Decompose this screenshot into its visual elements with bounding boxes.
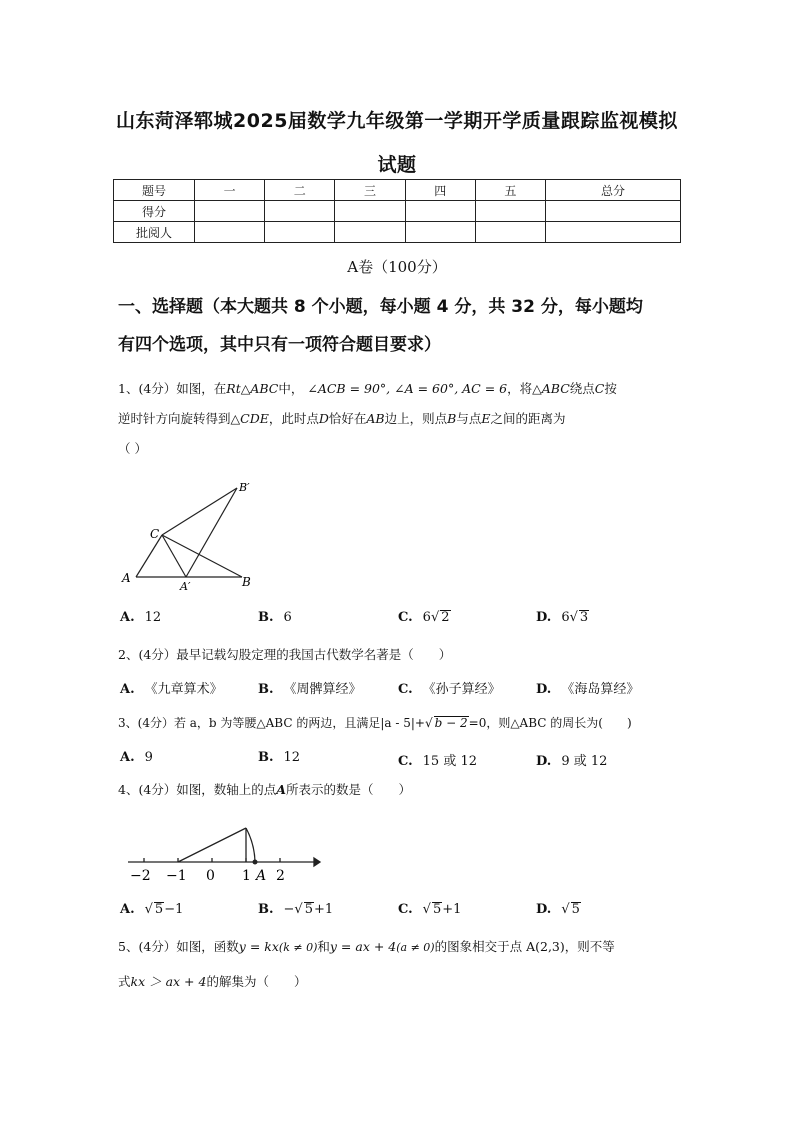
q4-option-a[interactable]: A. √ 5−1 (120, 902, 184, 917)
score-row (114, 201, 681, 222)
grader-cell[interactable] (475, 222, 545, 243)
q1-option-b[interactable]: B. 6 (258, 610, 292, 625)
grader-cell[interactable] (335, 222, 405, 243)
q2-option-d[interactable]: D. 《海岛算经》 (536, 682, 640, 697)
question-4: 4、(4分）如图，数轴上的点A所表示的数是（ ） (118, 782, 412, 797)
row-label: 批阅人 (114, 222, 195, 243)
score-table-header-row (114, 180, 681, 201)
q3-option-d[interactable]: D. 9 或 12 (536, 754, 608, 769)
label-B: B (242, 575, 251, 589)
q2-option-a[interactable]: A. 《九章算术》 (120, 682, 223, 697)
label-C: C (150, 527, 160, 541)
label-A-prime: A′ (180, 580, 191, 593)
section-heading-line1: 一、选择题（本大题共 8 个小题，每小题 4 分，共 32 分，每小题均 (118, 297, 643, 317)
segment-CB-prime (162, 488, 237, 535)
header-cell: 三 (335, 180, 405, 201)
header-cell: 五 (475, 180, 545, 201)
q2-option-b[interactable]: B. 《周髀算经》 (258, 682, 362, 697)
question-5 (118, 930, 678, 999)
score-cell[interactable] (195, 201, 265, 222)
q1-option-c[interactable]: C. 6√ 2 (398, 610, 450, 625)
q5-line1: 5、(4分）如图，函数y = kx(k ≠ 0)和y = ax + 4(a ≠ 0)的图象相交于点 A(2,3)，则不等 (118, 939, 615, 954)
q1-option-d[interactable]: D. 6√ 3 (536, 610, 589, 625)
segment-AC (136, 535, 162, 577)
q4-option-d[interactable]: D. √ 5 (536, 902, 580, 917)
q5-line2: 式kx ＞ ax + 4的解集为（ ） (118, 974, 307, 989)
segment-A-prime-B-prime (186, 488, 237, 577)
q1-option-a[interactable]: A. 12 (120, 610, 162, 625)
q3-option-b[interactable]: B. 12 (258, 750, 301, 765)
q4-number-line-figure (124, 808, 324, 886)
label-A: A (122, 571, 131, 585)
axis-label: −2 (130, 868, 151, 884)
header-cell: 题号 (114, 180, 195, 201)
axis-label-A: A (256, 868, 267, 884)
grader-cell[interactable] (265, 222, 335, 243)
header-cell: 一 (195, 180, 265, 201)
hypotenuse-line (178, 828, 246, 862)
question-3: 3、(4分）若 a，b 为等腰△ABC 的两边，且满足|a - 5|+√ b − 2=0，则△ABC 的周长为( ) (118, 716, 632, 730)
score-cell[interactable] (405, 201, 475, 222)
q1-line2: 逆时针方向旋转得到△CDE，此时点D恰好在AB边上，则点B与点E之间的距离为 (118, 411, 566, 426)
header-cell: 总分 (546, 180, 681, 201)
page-title: 山东菏泽郓城2025届数学九年级第一学期开学质量跟踪监视模拟 (116, 110, 678, 132)
grader-cell[interactable] (405, 222, 475, 243)
header-cell: 二 (265, 180, 335, 201)
grader-row (114, 222, 681, 243)
axis-label: 1 (242, 868, 251, 884)
score-cell[interactable] (265, 201, 335, 222)
section-heading-line2: 有四个选项，其中只有一项符合题目要求） (118, 335, 441, 355)
score-table (113, 179, 681, 243)
q1-line3: （ ） (118, 441, 147, 456)
question-2: 2、(4分）最早记载勾股定理的我国古代数学名著是（ ） (118, 647, 452, 662)
compass-arc (246, 828, 255, 862)
grader-cell[interactable] (546, 222, 681, 243)
score-cell[interactable] (475, 201, 545, 222)
axis-label: −1 (166, 868, 187, 884)
score-cell[interactable] (546, 201, 681, 222)
page-title-continued: 试题 (377, 154, 417, 176)
q3-option-c[interactable]: C. 15 或 12 (398, 754, 478, 769)
q1-line1: 1、(4分）如图，在Rt△ABC中， ∠ACB = 90°, ∠A = 60°, AC = 6，将△ABC绕点C按 (118, 381, 617, 396)
q4-option-c[interactable]: C. √ 5+1 (398, 902, 462, 917)
section-heading (118, 288, 688, 364)
axis-arrow-icon (314, 858, 320, 866)
q4-option-b[interactable]: B. −√ 5+1 (258, 902, 334, 917)
grader-cell[interactable] (195, 222, 265, 243)
header-cell: 四 (405, 180, 475, 201)
q1-triangle-figure (118, 478, 268, 594)
part-title: A卷（100分） (347, 258, 447, 276)
score-cell[interactable] (335, 201, 405, 222)
q2-option-c[interactable]: C. 《孙子算经》 (398, 682, 501, 697)
axis-label: 2 (276, 868, 285, 884)
row-label: 得分 (114, 201, 195, 222)
question-1 (118, 374, 678, 464)
axis-label: 0 (206, 868, 215, 884)
label-B-prime: B′ (239, 481, 250, 494)
point-A (253, 860, 258, 865)
q3-option-a[interactable]: A. 9 (120, 750, 153, 765)
